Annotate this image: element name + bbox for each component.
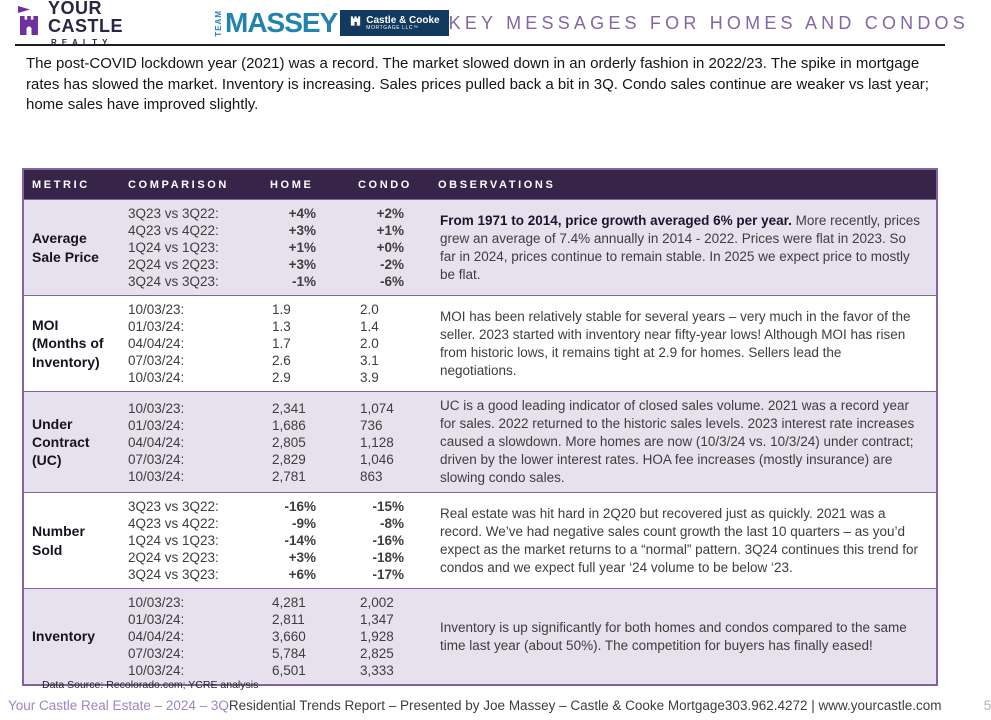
your-castle-logo	[16, 0, 123, 47]
comparison-line: 10/03/23:	[128, 400, 185, 416]
home-value: -14%	[284, 533, 316, 548]
your-castle-logo-name: YOUR CASTLE	[48, 0, 123, 36]
home-value: 2.9	[272, 370, 291, 385]
comparison-line: 1Q24 vs 1Q23:	[128, 240, 219, 255]
condo-cell	[350, 392, 430, 493]
slide-header	[0, 0, 969, 47]
home-value: 2,341	[272, 400, 306, 416]
massey-name-label: MASSEY	[225, 7, 338, 38]
observations-cell	[430, 296, 936, 392]
comparison-line: 1Q24 vs 1Q23:	[128, 533, 219, 548]
page-title: KEY MESSAGES FOR HOMES AND CONDOS	[448, 12, 969, 33]
condo-value: 1,046	[360, 451, 394, 467]
comparison-line: 10/03/23:	[128, 302, 185, 317]
home-value: 2,811	[272, 612, 305, 627]
comparison-line: 04/04/24:	[128, 336, 185, 351]
castle-cooke-badge	[340, 10, 448, 36]
observations-cell	[430, 392, 936, 493]
metric-cell	[24, 589, 120, 685]
footer-contact: 303.962.4272 | www.yourcastle.com	[724, 698, 942, 713]
metric-label: Inventory	[32, 628, 96, 645]
comparison-line: 07/03/24:	[128, 451, 185, 467]
home-value: 3,660	[272, 629, 306, 644]
observations-cell	[430, 200, 936, 296]
comparison-line: 2Q24 vs 2Q23:	[128, 550, 219, 565]
observation-text: More recently, prices grew an average of 7.4% annually in 2014 - 2022. Prices were flat in 2023. So far in 2024, prices continue to remain stable. In 2025 we expect price to mostly be flat.	[440, 212, 920, 282]
comparison-line: 01/03/24:	[128, 417, 185, 433]
comparison-cell	[120, 392, 262, 493]
observation-text: Inventory is up significantly for both homes and condos compared to the same time last year (about 50%). The competition for buyers has finally eased!	[440, 619, 907, 653]
condo-cell	[350, 296, 430, 392]
slide-footer	[8, 697, 991, 713]
column-header-condo: CONDO	[350, 170, 430, 200]
home-value: 5,784	[272, 646, 306, 661]
condo-value: 3.9	[360, 370, 379, 385]
condo-value: -6%	[379, 274, 404, 289]
condo-value: -2%	[379, 257, 404, 272]
observations-cell	[430, 493, 936, 589]
home-value: 2.6	[272, 353, 291, 368]
home-value: 2,781	[272, 468, 306, 484]
header-divider	[15, 44, 945, 46]
table-header-row	[24, 170, 936, 200]
condo-value: 2,825	[360, 646, 394, 661]
home-value: 1.7	[272, 336, 291, 351]
footer-report-title-rest: Residential Trends Report – Presented by Joe Massey – Castle & Cooke Mortgage	[228, 698, 725, 713]
column-header-comparison: COMPARISON	[120, 170, 262, 200]
home-value: +3%	[288, 223, 316, 238]
home-value: -1%	[291, 274, 316, 289]
home-value: 4,281	[272, 595, 306, 610]
massey-team-label: TEAM	[214, 9, 223, 37]
comparison-line: 04/04/24:	[128, 434, 185, 450]
condo-value: 1,928	[360, 629, 394, 644]
condo-value: -17%	[372, 567, 404, 582]
home-value: +1%	[288, 240, 316, 255]
condo-value: 3,333	[360, 663, 394, 678]
home-cell	[262, 589, 350, 685]
home-value: +6%	[288, 567, 316, 582]
home-cell	[262, 392, 350, 493]
castle-icon	[16, 5, 42, 42]
condo-value: 2.0	[360, 302, 379, 317]
condo-value: 2.0	[360, 336, 379, 351]
home-value: +3%	[288, 550, 316, 565]
condo-value: 863	[360, 468, 383, 484]
home-cell	[262, 200, 350, 296]
castle-cooke-subtitle: MORTGAGE LLC™	[366, 24, 419, 31]
comparison-line: 4Q23 vs 4Q22:	[128, 516, 219, 531]
comparison-cell	[120, 589, 262, 685]
condo-cell	[350, 200, 430, 296]
condo-value: 1.4	[360, 319, 379, 334]
castle-cooke-name: Castle & Cooke	[366, 14, 440, 26]
key-messages-table	[22, 168, 938, 686]
home-value: -16%	[284, 499, 316, 514]
observation-text: MOI has been relatively stable for several years – very much in the favor of the seller. 2023 started with inventory near fifty-year lows! Although MOI has risen from historic lows, it remains tight at 2.9 for homes. Sellers lead the negotiations.	[440, 308, 911, 378]
comparison-line: 3Q23 vs 3Q22:	[128, 206, 219, 221]
table-row-under-contract	[24, 392, 936, 493]
condo-cell	[350, 589, 430, 685]
comparison-cell	[120, 493, 262, 589]
home-value: 1.9	[272, 302, 291, 317]
comparison-line: 01/03/24:	[128, 612, 185, 627]
metric-cell	[24, 493, 120, 589]
observation-text: Real estate was hit hard in 2Q20 but recovered just as quickly. 2021 was a record. We’ve had negative sales count growth the last 10 quarters – as you’d expect as the market returns to a “normal” pattern. 3Q24 continues this trend for condos and we expect full year ‘24 volume to be below ‘23.	[440, 505, 918, 575]
condo-value: +2%	[376, 206, 404, 221]
home-cell	[262, 296, 350, 392]
table-row-number-sold	[24, 493, 936, 589]
comparison-cell	[120, 296, 262, 392]
intro-paragraph: The post-COVID lockdown year (2021) was a record. The market slowed down in an orderly fashion in 2022/23. The spike in mortgage rates has slowed the market. Inventory is increasing. Sales prices pulled back a bit in 3Q. Condo sales continue are weaker vs last year; home sales have improved slightly.	[26, 55, 929, 114]
castle-cooke-castle-icon	[349, 14, 362, 33]
comparison-line: 07/03/24:	[128, 646, 185, 661]
team-massey-logo	[215, 9, 449, 37]
home-value: +4%	[288, 206, 316, 221]
page-number: 5	[983, 697, 991, 713]
condo-value: -8%	[379, 516, 404, 531]
column-header-observations: OBSERVATIONS	[430, 170, 936, 200]
condo-value: 1,128	[360, 434, 394, 450]
comparison-line: 3Q24 vs 3Q23:	[128, 274, 219, 289]
home-cell	[262, 493, 350, 589]
home-value: 6,501	[272, 663, 306, 678]
data-source-note: Data Source: Recolorado.com; YCRE analysis	[42, 679, 259, 691]
home-value: 2,829	[272, 451, 306, 467]
condo-cell	[350, 493, 430, 589]
home-value: +3%	[288, 257, 316, 272]
metric-cell	[24, 392, 120, 493]
your-castle-logo-subtitle: REALTY	[51, 38, 113, 47]
comparison-line: 10/03/24:	[128, 370, 185, 385]
condo-value: -15%	[372, 499, 404, 514]
condo-value: 736	[360, 417, 383, 433]
home-value: 2,805	[272, 434, 306, 450]
comparison-line: 2Q24 vs 2Q23:	[128, 257, 219, 272]
condo-value: -18%	[372, 550, 404, 565]
home-value: 1,686	[272, 417, 306, 433]
comparison-line: 3Q24 vs 3Q23:	[128, 567, 219, 582]
comparison-line: 01/03/24:	[128, 319, 185, 334]
table-row-moi	[24, 296, 936, 392]
table-row-average-sale-price	[24, 200, 936, 296]
comparison-line: 3Q23 vs 3Q22:	[128, 499, 219, 514]
metric-cell	[24, 200, 120, 296]
table-row-inventory	[24, 589, 936, 685]
condo-value: 1,074	[360, 400, 394, 416]
comparison-line: 07/03/24:	[128, 353, 185, 368]
metric-label: Under Contract (UC)	[32, 415, 90, 469]
comparison-line: 10/03/23:	[128, 595, 185, 610]
condo-value: +0%	[376, 240, 404, 255]
condo-value: +1%	[376, 223, 404, 238]
metric-label: MOI (Months of Inventory)	[32, 317, 104, 370]
metric-label: Number Sold	[32, 523, 85, 558]
home-value: -9%	[291, 516, 316, 531]
home-value: 1.3	[272, 319, 291, 334]
condo-value: 3.1	[360, 353, 379, 368]
column-header-home: HOME	[262, 170, 350, 200]
metric-label: Average Sale Price	[32, 230, 99, 265]
comparison-cell	[120, 200, 262, 296]
condo-value: 1,347	[360, 612, 394, 627]
column-header-metric: METRIC	[24, 170, 120, 200]
comparison-line: 04/04/24:	[128, 629, 185, 644]
comparison-line: 4Q23 vs 4Q22:	[128, 223, 219, 238]
comparison-line: 10/03/24:	[128, 468, 185, 484]
condo-value: -16%	[372, 533, 404, 548]
footer-report-title-highlight: Your Castle Real Estate – 2024 – 3Q	[8, 698, 229, 713]
observations-cell	[430, 589, 936, 685]
metric-cell	[24, 296, 120, 392]
observation-text: UC is a good leading indicator of closed sales volume. 2021 was a record year for sales. 2022 returned to the historic sales levels. 2023 interest rate increases caused a slowdown. More homes are now (10/3/24 vs. 10/3/24) under contract; driven by the lower interest rates. HOA fee increases (mostly insurance) are slowing condo sales.	[440, 398, 915, 485]
observation-lead: From 1971 to 2014, price growth averaged 6% per year.	[440, 212, 792, 228]
comparison-line: 10/03/24:	[128, 663, 185, 678]
condo-value: 2,002	[360, 595, 394, 610]
